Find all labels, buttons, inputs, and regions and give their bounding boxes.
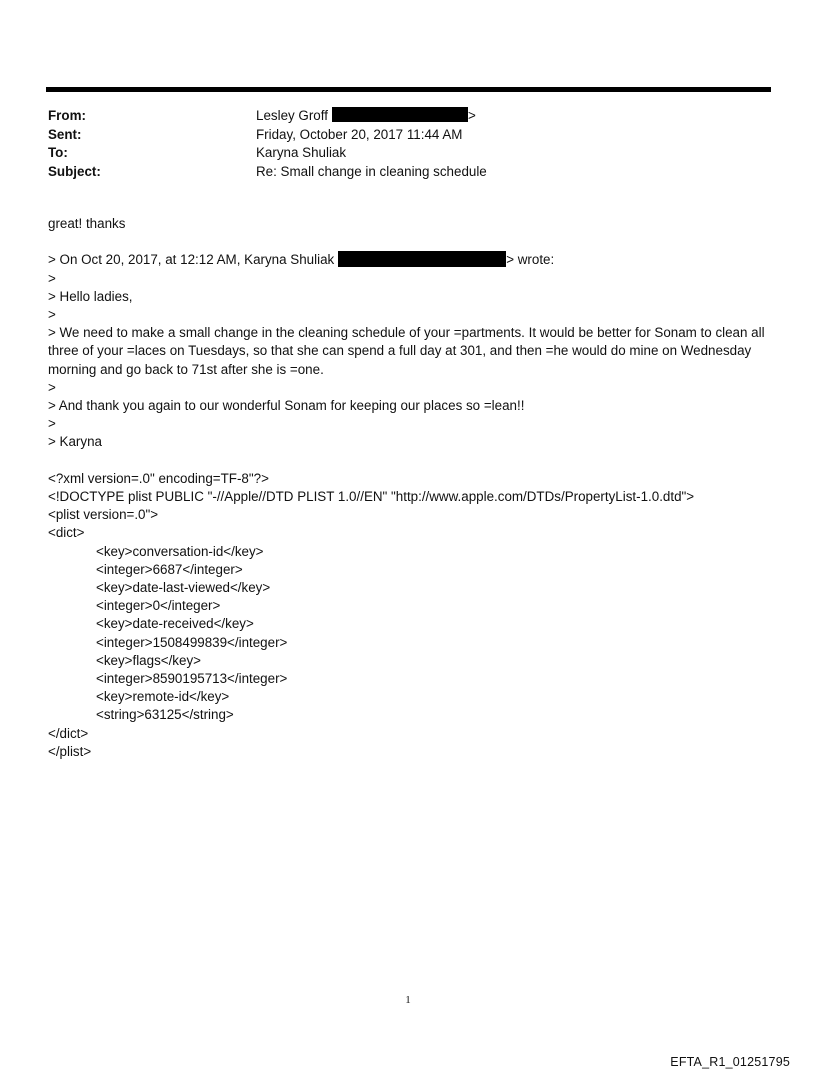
- from-name: Lesley Groff: [256, 108, 328, 123]
- to-row: [48, 144, 768, 163]
- spacer: [48, 452, 774, 470]
- plist-entry: <integer>0</integer>: [96, 598, 221, 614]
- plist-entry: <key>conversation-id</key>: [96, 543, 264, 559]
- quote-line: >: [48, 379, 56, 395]
- plist-entry: <key>flags</key>: [96, 652, 201, 668]
- email-body: [48, 215, 774, 761]
- plist-close: </plist>: [48, 743, 92, 759]
- plist-entry: <integer>1508499839</integer>: [96, 634, 288, 650]
- quote-line: >: [48, 270, 56, 286]
- page-number: 1: [405, 994, 411, 1006]
- plist-dict-close: </dict>: [48, 725, 89, 741]
- quote-line: >: [48, 416, 56, 432]
- quote-intro-suffix: > wrote:: [506, 252, 555, 268]
- plist-doctype: <!DOCTYPE plist PUBLIC "-//Apple//DTD PLIST 1.0//EN" "http://www.apple.com/DTDs/PropertyList-1.0.dtd">: [48, 489, 695, 505]
- sent-label: Sent:: [48, 126, 82, 142]
- quote-intro-prefix: > On Oct 20, 2017, at 12:12 AM, Karyna Shuliak: [48, 252, 335, 268]
- header-rule: [46, 87, 771, 92]
- to-label: To:: [48, 145, 68, 160]
- sent-row: [48, 126, 768, 145]
- plist-dict-open: <dict>: [48, 525, 85, 541]
- quote-greeting: > Hello ladies,: [48, 288, 133, 304]
- reply-text: great! thanks: [48, 216, 126, 231]
- plist-xml-decl: <?xml version=.0" encoding=TF-8"?>: [48, 470, 269, 486]
- from-value: [256, 107, 476, 126]
- from-row: [48, 107, 768, 126]
- redaction-block: [338, 251, 506, 267]
- plist-entry: <string>63125</string>: [96, 707, 234, 723]
- quote-signature: > Karyna: [48, 434, 102, 450]
- email-header: [48, 107, 768, 181]
- spacer: [48, 233, 774, 251]
- subject-label: Subject:: [48, 163, 101, 179]
- document-id: EFTA_R1_01251795: [670, 1055, 790, 1069]
- plist-entry: <key>date-last-viewed</key>: [96, 580, 271, 596]
- subject-value: Re: Small change in cleaning schedule: [256, 163, 487, 179]
- plist-entry: <integer>8590195713</integer>: [96, 671, 288, 687]
- plist-entry: <integer>6687</integer>: [96, 561, 243, 577]
- quote-paragraph: > We need to make a small change in the cleaning schedule of your =partments. It would be better for Sonam to clean all three of your =laces on Tuesdays, so that she can spend a full day at 301, and then =he would do mine on Wednesday morning and go back to 71st after she is =one.: [48, 325, 765, 377]
- quote-intro: [48, 251, 774, 269]
- sent-value: Friday, October 20, 2017 11:44 AM: [256, 126, 463, 142]
- quote-thanks: > And thank you again to our wonderful Sonam for keeping our places so =lean!!: [48, 398, 525, 414]
- to-value: Karyna Shuliak: [256, 145, 347, 160]
- redaction-block: [332, 107, 468, 122]
- plist-open: <plist version=.0">: [48, 507, 159, 523]
- from-label: From:: [48, 108, 86, 123]
- plist-entry: <key>date-received</key>: [96, 616, 254, 632]
- quote-line: >: [48, 307, 56, 322]
- plist-entry: <key>remote-id</key>: [96, 689, 230, 705]
- from-suffix: >: [467, 108, 476, 123]
- subject-row: [48, 163, 768, 182]
